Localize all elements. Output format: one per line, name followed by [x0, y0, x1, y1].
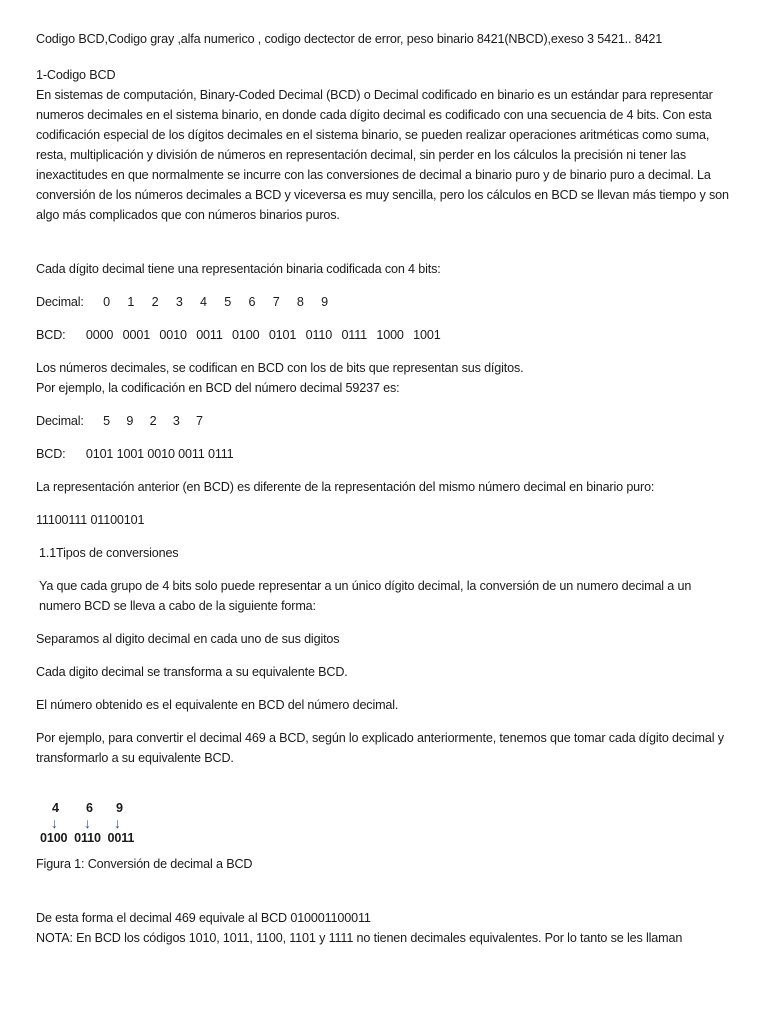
- paragraph-digit-representation: Cada dígito decimal tiene una representación binaria codificada con 4 bits:: [36, 262, 441, 276]
- decimal-digit: 3: [175, 295, 183, 309]
- paragraph-binary-comparison: La representación anterior (en BCD) es diferente de la representación del mismo número decimal en binario puro:: [36, 480, 655, 494]
- bcd-code: 1001: [413, 328, 441, 342]
- document-body: [36, 29, 736, 948]
- example-bcd-row: [36, 444, 736, 464]
- figure-digit: 4: [52, 801, 59, 815]
- paragraph-decimal-encoding: Los números decimales, se codifican en BCD con los de bits que representan sus dígitos.: [36, 361, 524, 375]
- conversion-step-2: Cada digito decimal se transforma a su equivalente BCD.: [36, 665, 348, 679]
- example-decimal-digit: 7: [196, 414, 203, 428]
- bcd-code: 1000: [376, 328, 404, 342]
- paragraph-example-intro: Por ejemplo, la codificación en BCD del número decimal 59237 es:: [36, 381, 400, 395]
- bcd-code: 0111: [341, 328, 367, 342]
- decimal-label: Decimal:: [36, 295, 84, 309]
- bcd-code: 0001: [122, 328, 151, 342]
- down-arrow-icon: ↓: [84, 815, 91, 831]
- figure-digit: 6: [86, 801, 93, 815]
- example-decimal-digit: 3: [172, 414, 180, 428]
- example-decimal-digit: 5: [103, 414, 111, 428]
- decimal-digits-row: [36, 292, 736, 312]
- bcd-codes-row: [36, 325, 736, 345]
- paragraph-bcd-intro: En sistemas de computación, Binary-Coded Decimal (BCD) o Decimal codificado en binario es un estándar para representar numeros decimales en el sistema binario, en donde cada dígito decimal es codificado con una secuencia de 4 bits. Con esta codificación especial de los dígitos decimales en el sistema binario, se pueden realizar operaciones aritméticas como suma, resta, multiplicación y división de números en representación decimal, sin perder en los cálculos la precisión ni tener las inexactitudes en que normalmente se incurre con las conversiones de decimal a binario puro y de binario puro a decimal. La conversión de los números decimales a BCD y viceversa es muy sencilla, pero los cálculos en BCD se llevan más tiempo y son algo más complicados que con números binarios puros.: [36, 88, 729, 222]
- section-heading-conversion-types: 1.1Tipos de conversiones: [39, 546, 179, 560]
- figure-caption: Figura 1: Conversión de decimal a BCD: [36, 857, 253, 871]
- example-bcd-label: BCD:: [36, 447, 66, 461]
- example-bcd-value: 0101 1001 0010 0011 0111: [85, 447, 234, 461]
- decimal-digit: 2: [151, 295, 159, 309]
- conversion-step-1: Separamos al digito decimal en cada uno de sus digitos: [36, 632, 340, 646]
- example-decimal-digit: 9: [126, 414, 134, 428]
- decimal-digit: 1: [127, 295, 135, 309]
- bcd-label: BCD:: [36, 328, 66, 342]
- paragraph-conversion-method: Ya que cada grupo de 4 bits solo puede representar a un único dígito decimal, la conversión de un numero decimal a un numero BCD se lleva a cabo de la siguiente forma:: [39, 579, 692, 613]
- conversion-figure: [36, 798, 176, 854]
- example-decimal-label: Decimal:: [36, 414, 84, 428]
- figure-digit: 9: [116, 801, 123, 815]
- paragraph-example-469: Por ejemplo, para convertir el decimal 469 a BCD, según lo explicado anteriormente, tenemos que tomar cada dígito decimal y transformarlo a su equivalente BCD.: [36, 731, 724, 765]
- decimal-digit: 7: [272, 295, 280, 309]
- section-heading-bcd: 1-Codigo BCD: [36, 68, 116, 82]
- decimal-digit: 5: [224, 295, 232, 309]
- decimal-digit: 9: [321, 295, 328, 309]
- figure-bcd-result: 0100 0110 0011: [40, 831, 135, 845]
- decimal-digit: 6: [248, 295, 256, 309]
- down-arrow-icon: ↓: [51, 815, 58, 831]
- conversion-step-3: El número obtenido es el equivalente en BCD del número decimal.: [36, 698, 399, 712]
- bcd-code: 0000: [85, 328, 114, 342]
- decimal-digit: 8: [296, 295, 304, 309]
- bcd-code: 0101: [268, 328, 297, 342]
- binary-pure-value: 11100111 01100101: [36, 513, 145, 527]
- example-decimal-row: [36, 411, 736, 431]
- paragraph-note: NOTA: En BCD los códigos 1010, 1011, 1100, 1101 y 1111 no tienen decimales equivalentes. Por lo tanto se les llaman: [36, 931, 683, 945]
- decimal-digit: 4: [200, 295, 207, 309]
- down-arrow-icon: ↓: [114, 815, 121, 831]
- decimal-digit: 0: [103, 295, 111, 309]
- paragraph-result-469: De esta forma el decimal 469 equivale al BCD 010001100011: [36, 911, 371, 925]
- example-decimal-digit: 2: [149, 414, 157, 428]
- bcd-code: 0011: [196, 328, 223, 342]
- bcd-code: 0110: [305, 328, 333, 342]
- document-title: Codigo BCD,Codigo gray ,alfa numerico , codigo dectector de error, peso binario 8421(NBCD),exeso 3 5421.. 8421: [36, 32, 663, 46]
- bcd-code: 0100: [232, 328, 260, 342]
- bcd-code: 0010: [159, 328, 187, 342]
